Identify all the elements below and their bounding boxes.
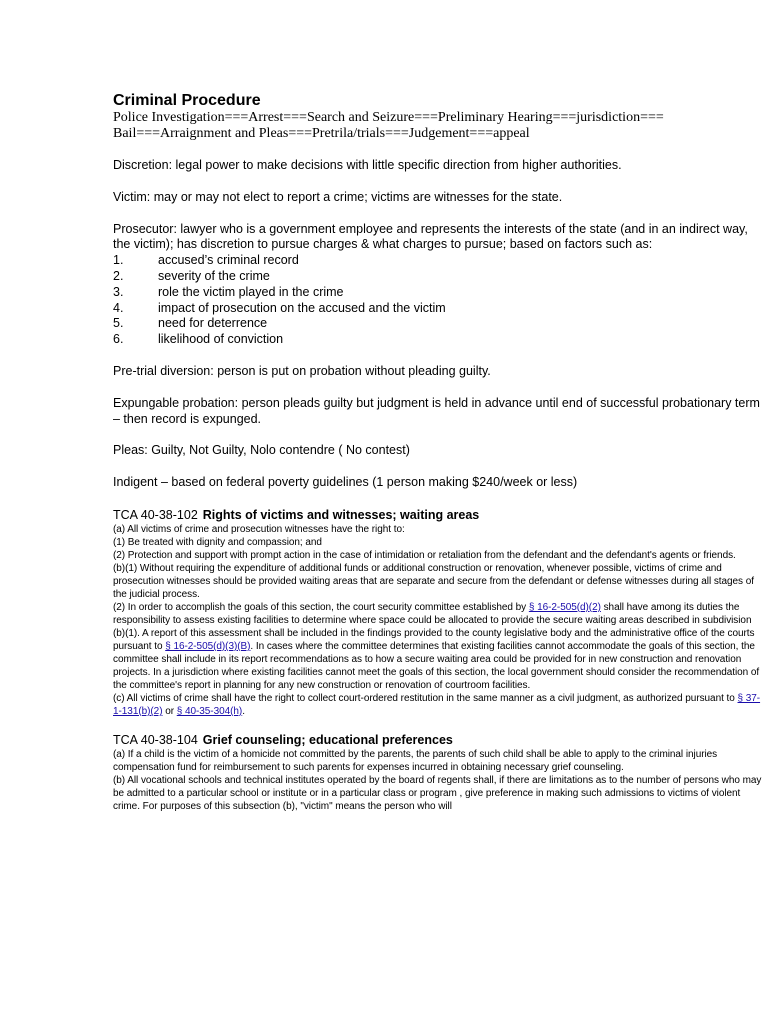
pleas-definition: Pleas: Guilty, Not Guilty, Nolo contendre ( No contest) <box>113 443 410 458</box>
tca-102-c: (c) All victims of crime shall have the right to collect court-ordered restitution in the same manner as a civil judgment, as authorized pursuant to § 37-1-131(b)(2) or § 40-35-304(h). <box>113 692 761 717</box>
tca-102-b1: (b)(1) Without requiring the expenditure of additional funds or additional construction or renovation, whenever possible, victims of crime and prosecution witnesses should be provided waiting areas that are separate and secure from the defendant or defense witnesses during all stages of the judicial process. <box>113 562 754 600</box>
prosecution-factors-list <box>113 253 763 348</box>
indigent-definition: Indigent – based on federal poverty guidelines (1 person making $240/week or less) <box>113 475 578 490</box>
tca-104-a: (a) If a child is the victim of a homicide not committed by the parents, the parents of such child shall be able to apply to the criminal injuries compensation fund for reimbursement to such parents for expenses incurred in obtaining necessary grief counseling. <box>113 748 718 773</box>
list-item: 5. need for deterrence <box>113 316 268 331</box>
expungable-probation-definition: Expungable probation: person pleads guilty but judgment is held in advance until end of successful probationary term – then record is expunged. <box>113 395 760 426</box>
list-item: 6. likelihood of conviction <box>113 332 284 347</box>
pretrial-diversion-definition: Pre-trial diversion: person is put on probation without pleading guilty. <box>113 363 491 378</box>
tca-104-code: TCA 40-38-104 <box>113 732 198 747</box>
tca-102-code: TCA 40-38-102 <box>113 507 198 522</box>
list-item: 4. impact of prosecution on the accused and the victim <box>113 300 446 315</box>
document-page <box>113 91 763 813</box>
tca-102-a2: (2) Protection and support with prompt action in the case of intimidation or retaliation from the defendant and the defendant's agents or friends. <box>113 549 736 561</box>
document-title: Criminal Procedure <box>113 92 261 109</box>
discretion-definition: Discretion: legal power to make decisions with little specific direction from higher authorities. <box>113 158 622 172</box>
prosecutor-definition: Prosecutor: lawyer who is a government employee and represents the interests of the state (and in an indirect way, the victim); has discretion to pursue charges & what charges to pursue; based on factors such as: <box>113 221 748 252</box>
tca-102-a1: (1) Be treated with dignity and compassion; and <box>113 536 322 548</box>
tca-104-heading <box>113 732 763 748</box>
statute-link[interactable]: § 40-35-304(h) <box>176 705 243 717</box>
victim-definition: Victim: may or may not elect to report a crime; victims are witnesses for the state. <box>113 189 563 204</box>
tca-104-title: Grief counseling; educational preferences <box>202 732 453 747</box>
list-item: 2. severity of the crime <box>113 268 270 283</box>
process-line-1: Police Investigation===Arrest===Search and Seizure===Preliminary Hearing===jurisdiction=== <box>113 110 664 125</box>
tca-102-heading <box>113 507 763 523</box>
list-item: 1. accused’s criminal record <box>113 253 299 268</box>
tca-102-b2: (2) In order to accomplish the goals of this section, the court security committee established by § 16-2-505(d)(2) shall have among its duties the responsibility to assess existing facilities to determine where space could be allocated to provide the secure waiting areas described in subdivision (b)(1). A report of this assessment shall be included in the findings provided to the county legislative body and the administrative office of the courts pursuant to § 16-2-505(d)(3)(B). In cases where the committee determines that existing facilities cannot accommodate the goals of this section, the committee shall include in its report recommendations as to how a secure waiting area could be provided for in new construction and renovation projects. In a jurisdiction where existing facilities cannot meet the goals of this section, the local government should consider the recommendation of the committee's report in planning for any new construction or renovation of courtroom facilities. <box>113 601 760 691</box>
list-item: 3. role the victim played in the crime <box>113 284 344 299</box>
statute-link[interactable]: § 16-2-505(d)(3)(B) <box>165 640 251 652</box>
tca-102-a: (a) All victims of crime and prosecution witnesses have the right to: <box>113 523 405 535</box>
statute-link[interactable]: § 16-2-505(d)(2) <box>528 601 601 613</box>
tca-104-b: (b) All vocational schools and technical institutes operated by the board of regents shall, if there are limitations as to the number of persons who may be admitted to a particular school or institute or in a particular class or program , give preference in making such admissions to victims of violent crime. For purposes of this subsection (b), "victim" means the person who will <box>113 774 762 812</box>
process-line-2: Bail===Arraignment and Pleas===Pretrila/trials===Judgement===appeal <box>113 126 530 141</box>
tca-102-title: Rights of victims and witnesses; waiting areas <box>202 507 480 522</box>
statute-link[interactable]: § 37-1-131(b)(2) <box>113 692 761 717</box>
